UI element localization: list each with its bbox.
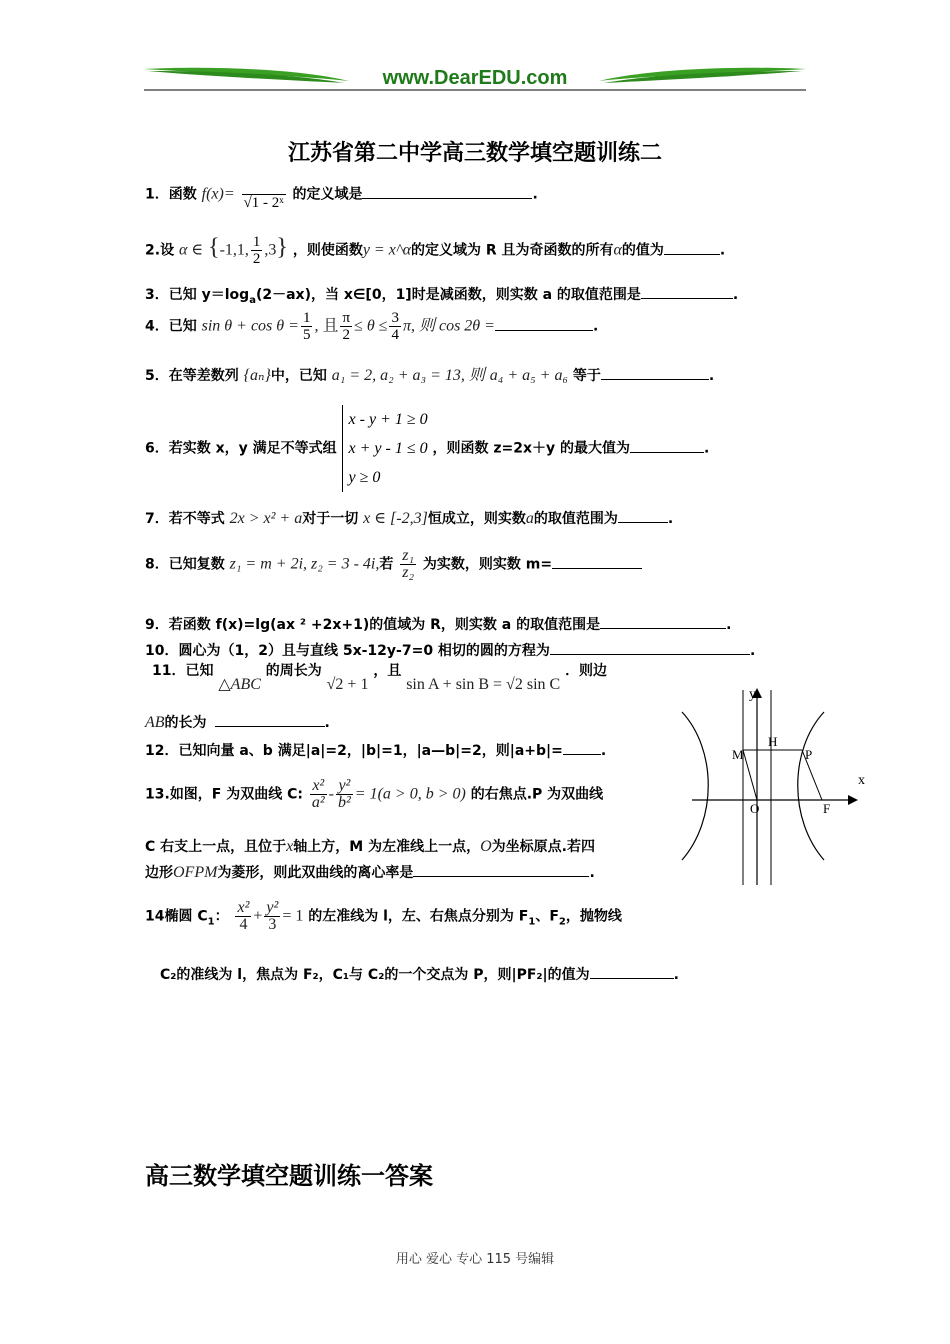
question-13-line-3: 边形OFPM为菱形，则此双曲线的离心率是 .	[145, 864, 595, 881]
question-5: 5．在等差数列 {aₙ}中，已知 a₁ = 2, a₂ + a₃ = 13, 则 a₄ + a₅ + a₆ 等于 .	[145, 367, 715, 384]
answer-section-title: 高三数学填空题训练一答案	[145, 1162, 433, 1190]
label-x: x	[858, 773, 865, 788]
question-14: 14椭圆 $C_1$： $\frac{\text{x²}}{4}$ + $\frac{\text{y²}}{3}$ = 1 的左准线为 l，左、右焦点分别为 $F_1$、$F_2$，抛物线	[145, 899, 622, 933]
answer-blank[interactable]	[215, 712, 325, 727]
label-f: F	[823, 801, 831, 816]
question-11-line-2: AB的长为 .	[145, 714, 330, 731]
question-11: 11．已知 △ABC 的周长为 √2 + 1 ，且 sin A + sin B = √2 sin C ．则边	[152, 663, 608, 693]
answer-blank[interactable]	[630, 438, 704, 453]
question-13-line-2: C 右支上一点，且位于x轴上方，M 为左准线上一点，O为坐标原点.若四	[145, 838, 595, 855]
page-footer: 用心 爱心 专心 115 号编辑	[395, 1252, 555, 1267]
answer-blank[interactable]	[552, 554, 642, 569]
label-h: H	[768, 734, 778, 749]
question-10: 10．圆心为（1，2）且与直线 5x-12y-7=0 相切的圆的方程为 .	[145, 640, 755, 660]
answer-blank[interactable]	[590, 964, 674, 979]
question-12: 12．已知向量 a、b 满足|a|=2，|b|=1，|a—b|=2，则|a+b|= .	[145, 740, 606, 760]
question-1: 1．函数 f(x)= √1 - 2ˣ 的定义域是 .	[145, 178, 538, 211]
question-6: 6．若实数 x，y 满足不等式组 x - y + 1 ≥ 0 x + y - 1 ≤ 0 y ≥ 0 ，则函数 z=2x＋y 的最大值为 .	[145, 405, 709, 492]
left-hyperbola-branch	[682, 712, 708, 860]
x-axis-arrow	[848, 795, 858, 805]
question-13: 13.如图，F 为双曲线 C: $\frac{\text{x²}}{\text{a²}}$ - $\frac{\text{y²}}{\text{b²}}$ = 1(a > 0, b > 0) 的右焦点.P 为双曲线	[145, 777, 604, 811]
answer-blank[interactable]	[495, 316, 593, 331]
fraction: √1 - 2ˣ	[242, 178, 286, 211]
label-y: y	[749, 687, 756, 702]
answer-blank[interactable]	[413, 862, 589, 877]
question-8: 8．已知复数 z₁ = m + 2i, z₂ = 3 - 4i,若 $\frac{\text{z₁}}{\text{z₂}}$ 为实数，则实数 m=	[145, 548, 642, 581]
label-m: M	[732, 747, 744, 762]
question-2: 2.设 α ∈ {-1,1, $\frac{1}{2}$ ,3} ，则使函数y = x^α的定义域为 R 且为奇函数的所有α的值为 .	[145, 234, 726, 267]
label-o: O	[750, 801, 760, 816]
answer-blank[interactable]	[664, 240, 720, 255]
site-logo-text: www.DearEDU.com	[382, 67, 568, 89]
question-9: 9．若函数 f(x)=lg(ax ² +2x+1)的值域为 R，则实数 a 的取值范围是 .	[145, 614, 731, 634]
answer-blank[interactable]	[600, 614, 726, 629]
answer-blank[interactable]	[362, 184, 532, 199]
answer-blank[interactable]	[601, 365, 709, 380]
segment-mo	[743, 750, 757, 800]
question-4: 4．已知 sin θ + cos θ = $\frac{1}{5}$ , 且 $\frac{\pi}{2}$ ≤ θ ≤ $\frac{3}{4}$ π, 则 cos 2θ = .	[145, 310, 599, 343]
question-7: 7．若不等式 2x > x² + a对于一切 x ∈ [-2,3]恒成立，则实数a的取值范围为 .	[145, 510, 674, 527]
inequality-system: x - y + 1 ≥ 0 x + y - 1 ≤ 0 y ≥ 0	[342, 405, 428, 492]
answer-blank[interactable]	[618, 508, 668, 523]
page-title: 江苏省第二中学高三数学填空题训练二	[287, 141, 662, 166]
site-logo-banner	[144, 62, 806, 94]
right-hyperbola-branch	[798, 712, 824, 860]
label-p: P	[805, 747, 813, 762]
question-14-line-2: C₂的准线为 l，焦点为 F₂，C₁与 C₂的一个交点为 P，则|PF₂|的值为 .	[160, 964, 679, 984]
answer-blank[interactable]	[550, 640, 750, 655]
hyperbola-figure	[672, 680, 872, 890]
answer-blank[interactable]	[563, 740, 601, 755]
answer-blank[interactable]	[641, 284, 733, 299]
question-3: 3．已知 $y=\log_a(2-ax)$，当 x∈[0，1]时是减函数，则实数 a 的取值范围是 .	[145, 284, 738, 306]
